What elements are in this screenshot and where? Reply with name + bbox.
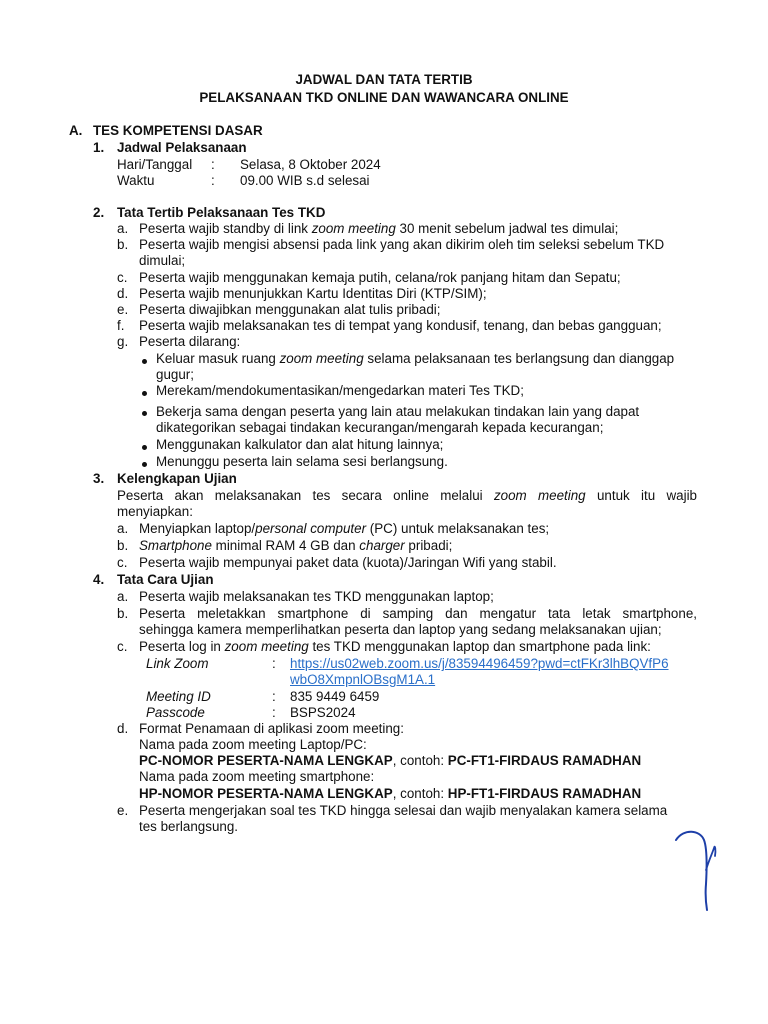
waktu-colon: : (211, 173, 215, 188)
tatacara-item-e-line1: Peserta mengerjakan soal tes TKD hingga selesai dan wajib menyalakan kamera selama (139, 803, 668, 818)
tatacara-item-d: Format Penamaan di aplikasi zoom meeting: (139, 721, 404, 736)
hari-colon: : (211, 157, 215, 172)
hari-value: Selasa, 8 Oktober 2024 (240, 157, 381, 172)
tatatertib-item-a: Peserta wajib standby di link zoom meeting 30 menit sebelum jadwal tes dimulai; (139, 221, 619, 236)
larangan-5: Menunggu peserta lain selama sesi berlangsung. (156, 454, 448, 469)
item-marker: a. (117, 521, 129, 536)
hari-label: Hari/Tanggal (117, 157, 193, 172)
larangan-3-line1: Bekerja sama dengan peserta yang lain atau melakukan tindakan lain yang dapat (156, 404, 640, 419)
tatacara-item-a: Peserta wajib melaksanakan tes TKD menggunakan laptop; (139, 589, 494, 604)
bullet-dot (142, 462, 147, 467)
item-marker: b. (117, 606, 129, 621)
tatacara-item-d-line4: Nama pada zoom meeting smartphone: (139, 769, 375, 784)
doc-title-line2: PELAKSANAAN TKD ONLINE DAN WAWANCARA ONLINE (199, 90, 569, 105)
section-title: TES KOMPETENSI DASAR (93, 123, 263, 138)
tatacara-item-e-line2: tes berlangsung. (139, 819, 239, 834)
pc-name-format: PC-NOMOR PESERTA-NAMA LENGKAP, contoh: PC-FT1-FIRDAUS RAMADHAN (139, 753, 642, 768)
kelengkapan-intro-line2: menyiapkan: (117, 504, 193, 519)
kelengkapan-item-a: Menyiapkan laptop/personal computer (PC) untuk melaksanakan tes; (139, 521, 550, 536)
kelengkapan-num: 3. (93, 471, 105, 486)
tatatertib-item-g: Peserta dilarang: (139, 334, 241, 349)
item-marker: d. (117, 721, 129, 736)
item-marker: e. (117, 803, 129, 818)
jadwal-title: Jadwal Pelaksanaan (117, 140, 247, 155)
larangan-3-line2: dikategorikan sebagai tindakan kecurangan/mengarah kepada kecurangan; (156, 420, 604, 435)
link-zoom-label: Link Zoom (146, 656, 209, 671)
tatatertib-item-d: Peserta wajib menunjukkan Kartu Identitas Diri (KTP/SIM); (139, 286, 487, 301)
tatatertib-title: Tata Tertib Pelaksanaan Tes TKD (117, 205, 326, 220)
tatatertib-item-b-line1: Peserta wajib mengisi absensi pada link yang akan dikirim oleh tim seleksi sebelum TKD (139, 237, 665, 252)
waktu-label: Waktu (117, 173, 155, 188)
zoom-link-line2[interactable]: wbO8XmpnlOBsgM1A.1 (290, 672, 436, 687)
kelengkapan-title: Kelengkapan Ujian (117, 471, 237, 486)
item-marker: c. (117, 555, 128, 570)
larangan-1-line1: Keluar masuk ruang zoom meeting selama pelaksanaan tes berlangsung dan dianggap (156, 351, 675, 366)
bullet-dot (142, 359, 147, 364)
kelengkapan-item-b: Smartphone minimal RAM 4 GB dan charger pribadi; (139, 538, 453, 553)
item-marker: e. (117, 302, 129, 317)
tatacara-item-c: Peserta log in zoom meeting tes TKD menggunakan laptop dan smartphone pada link: (139, 639, 651, 654)
jadwal-num: 1. (93, 140, 105, 155)
kelengkapan-item-c: Peserta wajib mempunyai paket data (kuota)/Jaringan Wifi yang stabil. (139, 555, 557, 570)
tatacara-item-b-line2: sehingga kamera memperlihatkan peserta dan laptop yang sedang melaksanakan ujian; (139, 622, 662, 637)
tatatertib-item-f: Peserta wajib melaksanakan tes di tempat yang kondusif, tenang, dan bebas gangguan; (139, 318, 662, 333)
item-marker: a. (117, 221, 129, 236)
bullet-dot (142, 445, 147, 450)
tatatertib-item-c: Peserta wajib menggunakan kemaja putih, celana/rok panjang hitam dan Sepatu; (139, 270, 621, 285)
link-zoom-colon: : (272, 656, 276, 671)
bullet-dot (142, 391, 147, 396)
item-marker: d. (117, 286, 129, 301)
tatatertib-num: 2. (93, 205, 105, 220)
meeting-id-label: Meeting ID (146, 689, 211, 704)
section-letter: A. (69, 123, 83, 138)
signature-paraf (670, 826, 730, 916)
tatacara-title: Tata Cara Ujian (117, 572, 214, 587)
waktu-value: 09.00 WIB s.d selesai (240, 173, 370, 188)
larangan-1-line2: gugur; (156, 367, 194, 382)
meeting-id-colon: : (272, 689, 276, 704)
item-marker: a. (117, 589, 129, 604)
tatacara-item-b-line1: Peserta meletakkan smartphone di samping dan mengatur tata letak smartphone, (139, 606, 697, 621)
item-marker: b. (117, 538, 129, 553)
larangan-2: Merekam/mendokumentasikan/mengedarkan materi Tes TKD; (156, 383, 524, 398)
tatacara-item-d-line2: Nama pada zoom meeting Laptop/PC: (139, 737, 367, 752)
item-marker: c. (117, 639, 128, 654)
item-marker: c. (117, 270, 128, 285)
tatatertib-item-b-line2: dimulai; (139, 253, 186, 268)
item-marker: f. (117, 318, 125, 333)
bullet-dot (142, 411, 147, 416)
passcode-colon: : (272, 705, 276, 720)
hp-name-format: HP-NOMOR PESERTA-NAMA LENGKAP, contoh: HP-FT1-FIRDAUS RAMADHAN (139, 786, 642, 801)
tatatertib-item-e: Peserta diwajibkan menggunakan alat tulis pribadi; (139, 302, 441, 317)
larangan-4: Menggunakan kalkulator dan alat hitung lainnya; (156, 437, 444, 452)
zoom-link-line1[interactable]: https://us02web.zoom.us/j/83594496459?pwd=ctFKr3lhBQVfP6 (290, 656, 669, 671)
passcode-label: Passcode (146, 705, 205, 720)
doc-title-line1: JADWAL DAN TATA TERTIB (295, 72, 473, 87)
meeting-id-value: 835 9449 6459 (290, 689, 380, 704)
kelengkapan-intro-line1: Peserta akan melaksanakan tes secara online melalui zoom meeting untuk itu wajib (117, 488, 697, 503)
item-marker: b. (117, 237, 129, 252)
tatacara-num: 4. (93, 572, 105, 587)
passcode-value: BSPS2024 (290, 705, 356, 720)
item-marker: g. (117, 334, 129, 349)
